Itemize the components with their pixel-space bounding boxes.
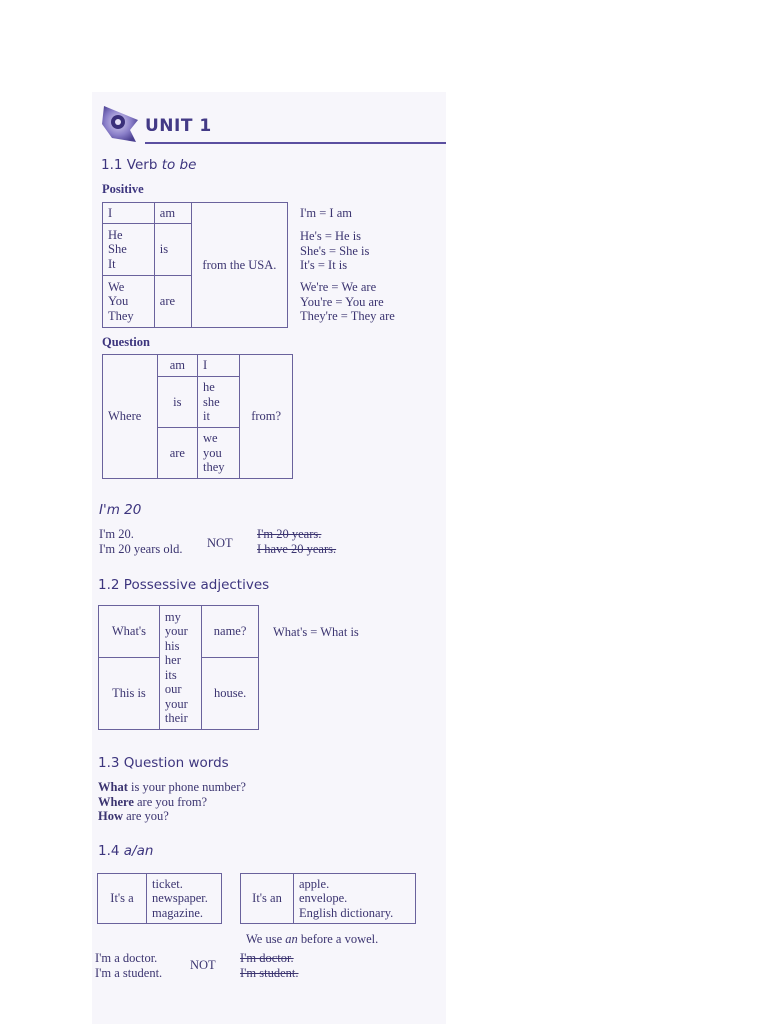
- question-pronouns-we-you-they: we you they: [197, 428, 239, 479]
- pronoun-i: I: [103, 203, 155, 224]
- verb-is: is: [154, 224, 191, 276]
- possessive-adjectives-list: my your his her its our your their: [159, 606, 201, 730]
- article-not: NOT: [190, 958, 216, 972]
- contractions-we-you-they: We're = We are You're = You are They're = They are: [300, 280, 395, 323]
- article-correct: I'm a doctor. I'm a student.: [95, 951, 163, 980]
- article-an-words: apple. envelope. English dictionary.: [294, 874, 416, 924]
- question-words-list: [98, 780, 246, 824]
- verb-am: am: [154, 203, 191, 224]
- question-where: Where: [103, 355, 158, 479]
- question-verb-are: are: [157, 428, 197, 479]
- unit-logo-icon: [100, 100, 142, 146]
- section-1-1-heading: 1.1 Verb to be: [101, 157, 197, 173]
- question-verb-is: is: [157, 377, 197, 428]
- im20-correct: I'm 20. I'm 20 years old.: [99, 527, 183, 556]
- question-word-line: What is your phone number?: [98, 780, 246, 794]
- verb-are: are: [154, 276, 191, 328]
- possessive-table: [98, 605, 259, 730]
- article-a-table: [97, 873, 222, 924]
- contraction-im: I'm = I am: [300, 206, 352, 220]
- question-table: [102, 354, 293, 479]
- im20-wrong: I'm 20 years. I have 20 years.: [257, 527, 337, 556]
- contractions-he-she-it: He's = He is She's = She is It's = It is: [300, 229, 370, 272]
- article-its-an: It's an: [241, 874, 294, 924]
- question-from: from?: [240, 355, 293, 479]
- question-pronouns-he-she-it: he she it: [197, 377, 239, 428]
- section-1-4-heading: 1.4 a/an: [98, 843, 154, 859]
- vowel-note: We use an before a vowel.: [246, 932, 379, 946]
- possessive-note: What's = What is: [273, 625, 359, 639]
- article-its-a: It's a: [98, 874, 147, 924]
- positive-label: Positive: [102, 182, 144, 196]
- question-word-line: How are you?: [98, 809, 169, 823]
- question-pronoun-i: I: [197, 355, 239, 377]
- pronouns-he-she-it: He She It: [103, 224, 155, 276]
- article-wrong: I'm doctor. I'm student.: [240, 951, 299, 980]
- unit-title: UNIT 1: [145, 116, 212, 136]
- possessive-house: house.: [202, 658, 259, 730]
- article-an-table: [240, 873, 416, 924]
- article-a-words: ticket. newspaper. magazine.: [147, 874, 222, 924]
- question-label: Question: [102, 335, 150, 349]
- section-1-3-heading: 1.3 Question words: [98, 755, 229, 771]
- unit-title-rule: [145, 142, 446, 144]
- pronouns-we-you-they: We You They: [103, 276, 155, 328]
- question-verb-am: am: [157, 355, 197, 377]
- im20-not: NOT: [207, 536, 233, 550]
- im20-heading: I'm 20: [99, 502, 142, 518]
- phrase-from-usa: from the USA.: [191, 203, 287, 328]
- question-word-line: Where are you from?: [98, 794, 208, 809]
- positive-table: [102, 202, 288, 328]
- possessive-name: name?: [202, 606, 259, 658]
- possessive-whats: What's: [99, 606, 160, 658]
- possessive-this-is: This is: [99, 658, 160, 730]
- section-1-2-heading: 1.2 Possessive adjectives: [98, 577, 270, 593]
